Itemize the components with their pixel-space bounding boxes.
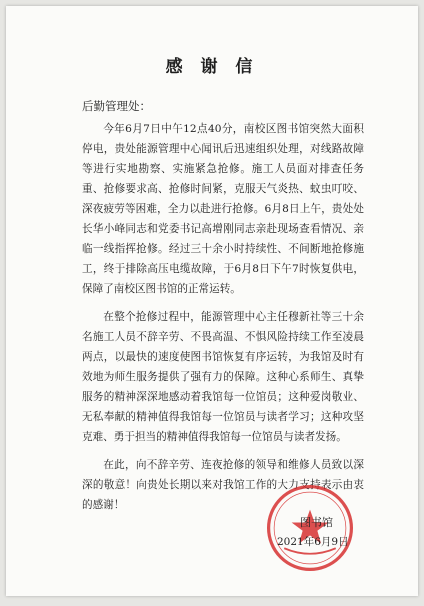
letter-title: 感 谢 信: [165, 57, 259, 77]
paragraph-3: 在此，向不辞辛劳、连夜抢修的领导和维修人员致以深深的敬意！向贵处长期以来对我馆工作的大力支持表示由衷的感谢！: [82, 459, 364, 511]
letter-page: [6, 6, 418, 596]
signature-organization: 图书馆: [300, 516, 333, 529]
paragraph-1: 今年6月7日中午12点40分，南校区图书馆突然大面积停电，贵处能源管理中心闻讯后迅速组织处理，对线路故障等进行实地勘察、实施紧急抢修。施工人员面对排查任务重、抢修要求高、抢修时间紧，克服天气炎热、蚊虫叮咬、深夜疲劳等困难，全力以赴进行抢修。6月8日上午，贵处处长华小峰同志和党委书记高增刚同志亲赴现场查看情况、亲临一线指挥抢修。经过三十余小时持续性、不间断地抢修施工，终于排除高压电缆故障，于6月8日下午7时恢复供电，保障了南校区图书馆的正常运转。: [82, 123, 364, 295]
letter-addressee: 后勤管理处：: [82, 99, 151, 113]
paragraph-2: 在整个抢修过程中，能源管理中心主任穆新社等三十余名施工人员不辞辛劳、不畏高温、不惧风险持续工作至凌晨两点，以最快的速度使图书馆恢复有序运转，为我馆及时有效地为师生服务提供了强有力的保障。这种心系师生、真挚服务的精神深深地感动着我馆每一位馆员；这种爱岗敬业、无私奉献的精神值得我馆每一位馆员与读者学习；这种攻坚克难、勇于担当的精神值得我馆每一位馆员与读者发扬。: [82, 311, 364, 443]
signature-date: 2021年6月9日: [277, 536, 349, 548]
letter-body: [82, 119, 364, 523]
